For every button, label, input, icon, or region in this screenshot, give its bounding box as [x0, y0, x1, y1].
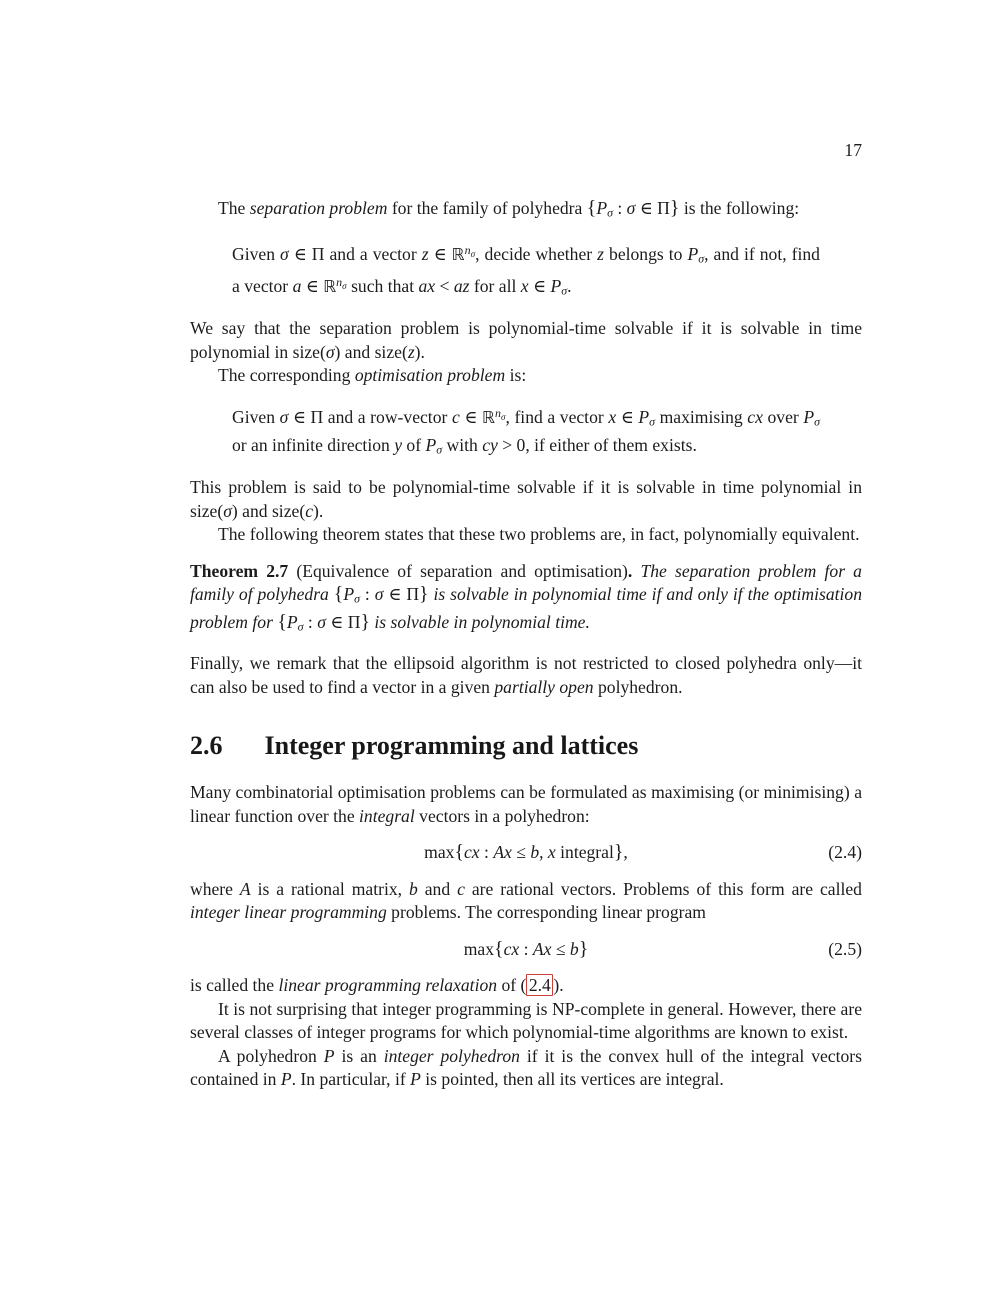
text-run: The separation problem for a family of polyhedra	[190, 560, 867, 605]
equation-2-5-body	[464, 939, 589, 959]
text-run: P	[596, 198, 608, 218]
text-run: ∈	[528, 276, 551, 297]
text-run: integral	[359, 805, 415, 826]
page-body	[190, 197, 867, 1092]
text-run: if it is the convex hull of the integral vectors contained in	[190, 1045, 867, 1090]
text-run: integer polyhedron	[383, 1045, 520, 1066]
text-run: (Equivalence of separation and optimisation)	[288, 560, 628, 581]
text-run: Given	[232, 244, 281, 265]
text-run: σ	[814, 414, 821, 429]
text-run: cx	[464, 842, 480, 863]
eq-2-4-ref-link[interactable]: 2.4	[526, 974, 553, 996]
text-run: P	[803, 406, 815, 427]
text-run: a	[292, 276, 302, 297]
text-run: n	[464, 243, 471, 258]
text-run: is called the	[190, 975, 279, 996]
text-run: P	[280, 1069, 292, 1090]
text-run: <	[435, 276, 454, 297]
section-heading-2-6	[190, 731, 862, 761]
equation-2-4-number: (2.4)	[828, 842, 862, 863]
text-run: It is not surprising that integer programming is NP-complete in general. However, there are several classes of integer programs for which polynomial-time algorithms are known to exist.	[190, 998, 867, 1043]
text-run: belongs to	[604, 244, 688, 265]
text-run: is the following:	[679, 198, 800, 218]
text-run: We say that the separation problem is polynomial-time solvable if it is solvable in time polynomial in size(	[190, 318, 867, 362]
text-run: The following theorem states that these two problems are, in fact, polynomially equivalent.	[218, 524, 860, 545]
text-run: ∈ Π and a row-vector	[288, 406, 452, 427]
text-run: n	[494, 405, 501, 420]
text-run: are rational vectors. Problems of this form are called	[464, 878, 867, 899]
text-run: is pointed, then all its vertices are integral.	[420, 1069, 724, 1090]
text-run: separation problem	[249, 198, 388, 218]
text-run: x	[520, 276, 529, 297]
text-run: ∈	[301, 276, 324, 297]
text-run: .	[627, 560, 633, 581]
text-run: Ax	[532, 938, 552, 959]
section-number: 2.6	[190, 731, 223, 761]
text-run: Ax	[493, 842, 512, 863]
equation-2-4	[190, 841, 862, 865]
blockquote-optimisation-problem	[232, 402, 825, 462]
text-run: , find a vector	[505, 406, 609, 427]
paragraph-this-problem	[190, 476, 867, 523]
text-run: for all	[469, 276, 521, 297]
text-run: , decide whether	[475, 244, 598, 265]
text-run: is solvable in polynomial time if and only if the optimisation problem for	[190, 584, 867, 633]
text-run: σ	[223, 500, 232, 521]
text-run: σ	[470, 249, 476, 260]
text-run: ).	[414, 341, 425, 362]
text-run: ≤	[511, 842, 531, 863]
text-run: σ	[500, 412, 506, 423]
text-run: {	[494, 937, 504, 960]
paragraph-separation-intro	[190, 197, 862, 225]
text-run: ).	[553, 975, 564, 996]
text-run: :	[303, 612, 318, 633]
text-run: x	[547, 842, 556, 863]
text-run: cx	[747, 406, 763, 427]
text-run: is a rational matrix,	[250, 878, 409, 899]
text-run: σ	[607, 205, 613, 220]
text-run: c	[305, 500, 313, 521]
text-run: or an infinite direction	[232, 406, 825, 455]
equation-2-5-number: (2.5)	[828, 938, 862, 959]
text-run: ,	[623, 842, 628, 863]
text-run: with	[442, 434, 483, 455]
text-run: P	[323, 1045, 335, 1066]
text-run: Given	[232, 406, 280, 427]
text-run: :	[519, 938, 533, 959]
text-run: {	[454, 841, 464, 864]
text-run: The	[218, 198, 250, 218]
text-run: ).	[313, 500, 324, 521]
text-run: z	[421, 244, 429, 265]
text-run: σ	[297, 619, 304, 634]
text-run: P	[425, 434, 437, 455]
text-run: {	[277, 611, 287, 634]
text-run: max	[424, 842, 455, 863]
text-run: z	[597, 244, 604, 265]
text-run: x	[608, 406, 617, 427]
text-run: over	[762, 406, 804, 427]
text-run: of (	[497, 975, 527, 996]
text-run: ≤	[551, 938, 570, 959]
text-run: maximising	[655, 406, 748, 427]
text-run: integer linear programming	[190, 902, 387, 923]
text-run: for the family of polyhedra	[387, 198, 587, 218]
text-run: ℝ	[451, 245, 465, 265]
text-run: integral	[555, 842, 614, 863]
text-run: .	[567, 276, 572, 297]
text-run: σ	[649, 414, 656, 429]
text-run: is solvable in polynomial time.	[374, 612, 590, 633]
text-run: ∈ Π	[635, 198, 670, 218]
text-run: vectors in a polyhedron:	[414, 805, 590, 826]
paragraph-lp-relaxation	[190, 974, 862, 998]
text-run: ax	[418, 276, 436, 297]
text-run: P	[286, 612, 298, 633]
text-run: The corresponding	[218, 365, 355, 386]
text-run: where	[190, 878, 240, 899]
text-run: σ	[325, 341, 335, 362]
text-run: Finally, we remark that the ellipsoid algorithm is not restricted to closed polyhedra only—it can also be used to find a vector in a given	[190, 653, 867, 697]
text-run: {	[333, 583, 344, 606]
text-run: c	[457, 878, 465, 899]
text-run: σ	[626, 198, 636, 218]
text-run: ) and size(	[334, 341, 408, 362]
text-run: y	[394, 434, 403, 455]
text-run: σ	[561, 283, 568, 298]
text-run: :	[360, 584, 375, 605]
text-run: P	[343, 584, 355, 605]
text-run: σ	[374, 584, 384, 605]
text-run: σ	[354, 591, 360, 606]
text-run: ∈	[616, 406, 639, 427]
text-run: c	[451, 406, 460, 427]
text-run: > 0, if either of them exists.	[497, 434, 697, 455]
paragraph-where-rational	[190, 878, 867, 925]
text-run: σ	[342, 281, 347, 292]
text-run: ) and size(	[231, 500, 306, 521]
equation-2-5	[190, 938, 862, 962]
text-run: σ	[317, 612, 326, 633]
text-run: , and if not, find a vector	[232, 244, 825, 297]
text-run: ∈ Π and a vector	[288, 244, 422, 265]
section-title: Integer programming and lattices	[264, 731, 639, 761]
paragraph-we-say	[190, 317, 867, 364]
paragraph-integer-polyhedron	[190, 1045, 867, 1092]
text-run: such that	[346, 276, 419, 297]
text-run: b	[569, 938, 579, 959]
paragraph-finally-remark	[190, 652, 867, 699]
text-run: P	[687, 244, 699, 265]
text-run: cy	[482, 434, 498, 455]
blockquote-separation-problem	[232, 239, 825, 303]
text-run: P	[550, 276, 562, 297]
text-run: max	[463, 938, 495, 959]
text-run: of	[402, 434, 426, 455]
text-run: :	[612, 198, 627, 218]
text-run: ∈ Π	[383, 584, 420, 605]
text-run: σ	[698, 251, 705, 266]
text-run: A	[239, 878, 251, 899]
text-run: ,	[539, 842, 548, 863]
paragraph-np-complete	[190, 998, 867, 1045]
text-run: linear programming relaxation	[278, 975, 498, 996]
text-run: ℝ	[481, 407, 495, 427]
text-run: is an	[334, 1045, 384, 1066]
text-run: {	[586, 197, 597, 219]
text-run: ∈ Π	[325, 612, 361, 633]
text-run: ∈	[428, 244, 452, 265]
text-run: optimisation problem	[354, 365, 506, 386]
text-run: σ	[436, 442, 443, 457]
text-run: n	[336, 275, 343, 290]
text-run: This problem is said to be polynomial-time solvable if it is solvable in time polynomial in size(	[190, 477, 867, 521]
text-run: az	[453, 276, 470, 297]
text-run: polyhedron.	[593, 676, 683, 697]
text-run: b	[408, 878, 418, 899]
text-run: P	[638, 406, 650, 427]
text-run: P	[410, 1069, 421, 1090]
text-run: }	[360, 611, 370, 634]
text-run: . In particular, if	[291, 1069, 411, 1090]
text-run: }	[613, 841, 624, 864]
paragraph-corresponding-optimisation	[190, 364, 862, 388]
text-run: }	[419, 583, 429, 606]
text-run: Many combinatorial optimisation problems can be formulated as maximising (or minimising) a linear function over the	[190, 782, 867, 826]
paragraph-many-combinatorial	[190, 781, 867, 828]
text-run: and	[417, 878, 458, 899]
text-run: problems. The corresponding linear program	[386, 902, 706, 923]
text-run: }	[578, 937, 589, 960]
paragraph-following-theorem	[190, 523, 862, 547]
text-run: σ	[279, 406, 289, 427]
text-run: σ	[280, 244, 289, 265]
text-run: :	[479, 842, 494, 863]
text-run: A polyhedron	[218, 1045, 324, 1066]
text-run: cx	[503, 938, 520, 959]
text-run: ℝ	[323, 277, 337, 297]
text-run: Theorem 2.7	[190, 560, 289, 581]
text-run: }	[669, 197, 680, 219]
text-run: b	[530, 842, 540, 863]
text-run: partially open	[494, 676, 594, 697]
theorem-2-7	[190, 560, 867, 640]
page-number: 17	[844, 140, 862, 160]
text-run: z	[407, 341, 415, 362]
equation-2-4-body	[424, 842, 628, 862]
text-run: ∈	[459, 406, 482, 427]
text-run: is:	[505, 365, 527, 386]
